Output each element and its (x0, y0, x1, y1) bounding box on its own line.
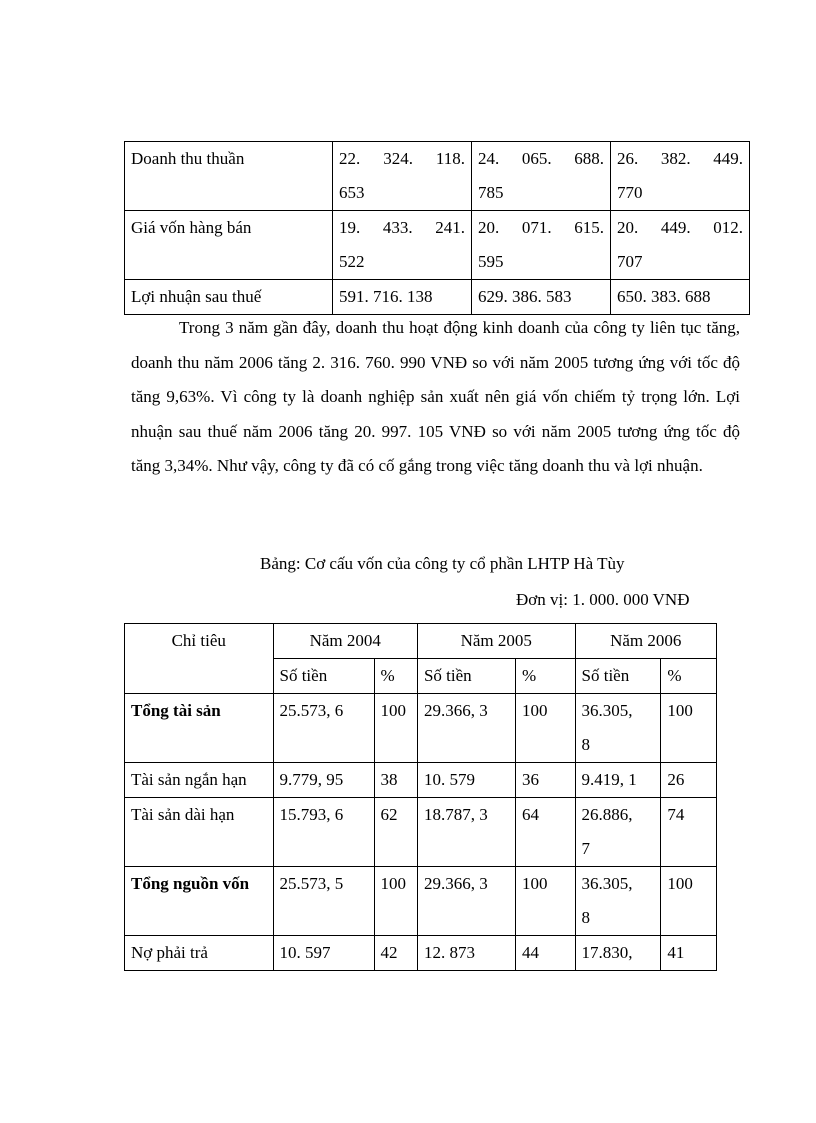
amount-2005: 29.366, 3 (417, 694, 515, 763)
pct-2004: 100 (374, 694, 417, 763)
pct-2005: 100 (515, 694, 575, 763)
pct-2006: 74 (661, 798, 717, 867)
table-row (125, 936, 717, 971)
table-row (125, 280, 750, 315)
value-2005-line1: 24. 065. 688. (478, 149, 604, 168)
pct-2004: 100 (374, 867, 417, 936)
header-year-2006: Năm 2006 (575, 624, 716, 659)
business-results-table (124, 141, 750, 315)
pct-2005: 100 (515, 867, 575, 936)
header-pct: % (374, 659, 417, 694)
paragraph-text: Trong 3 năm gần đây, doanh thu hoạt động kinh doanh của công ty liên tục tăng, doanh thu năm 2006 tăng 2. 316. 760. 990 VNĐ so với năm 2005 tương ứng với tốc độ tăng 9,63%. Vì công ty là doanh nghiệp sản xuất nên giá vốn chiếm tỷ trọng lớn. Lợi nhuận sau thuế năm 2006 tăng 20. 997. 105 VNĐ so với năm 2005 tương ứng tốc độ tăng 3,34%. Như vậy, công ty đã có cố gắng trong việc tăng doanh thu và lợi nhuận. (131, 318, 740, 475)
pct-2006: 26 (661, 763, 717, 798)
table-row (125, 142, 750, 211)
amount-2005: 29.366, 3 (417, 867, 515, 936)
table-header-row (125, 624, 717, 659)
value-2006-line2: 707 (617, 252, 643, 271)
row-label: Giá vốn hàng bán (125, 211, 333, 280)
value-2005-line2: 785 (478, 183, 504, 202)
amount-2004: 9.779, 95 (273, 763, 374, 798)
amount-2005: 12. 873 (417, 936, 515, 971)
amount-2006-cont: 8 (581, 735, 591, 754)
amount-2006: 26.886, (581, 805, 633, 824)
table-row (125, 694, 717, 763)
value-2004-line1: 22. 324. 118. (339, 149, 465, 168)
pct-2004: 38 (374, 763, 417, 798)
amount-2006-cont: 8 (581, 908, 591, 927)
value-2005: 629. 386. 583 (472, 280, 611, 315)
value-2004-line2: 522 (339, 252, 365, 271)
pct-2006: 100 (661, 867, 717, 936)
capital-structure-table (124, 623, 717, 971)
value-2004-line1: 19. 433. 241. (339, 218, 465, 237)
pct-2005: 36 (515, 763, 575, 798)
amount-2005: 10. 579 (417, 763, 515, 798)
table-row (125, 211, 750, 280)
amount-2005: 18.787, 3 (417, 798, 515, 867)
row-label: Nợ phải trả (125, 936, 274, 971)
row-label: Lợi nhuận sau thuế (125, 280, 333, 315)
header-year-2005: Năm 2005 (417, 624, 575, 659)
amount-2004: 25.573, 5 (273, 867, 374, 936)
header-amount: Số tiền (273, 659, 374, 694)
amount-2006: 36.305, (581, 874, 633, 893)
header-pct: % (661, 659, 717, 694)
header-amount: Số tiền (575, 659, 661, 694)
header-year-2004: Năm 2004 (273, 624, 417, 659)
table-row (125, 798, 717, 867)
amount-2006: 36.305, (581, 701, 633, 720)
value-2006-line2: 770 (617, 183, 643, 202)
table-row (125, 867, 717, 936)
pct-2005: 64 (515, 798, 575, 867)
amount-2004: 25.573, 6 (273, 694, 374, 763)
amount-2006-cont: 7 (581, 839, 591, 858)
header-pct: % (515, 659, 575, 694)
amount-2006: 9.419, 1 (575, 763, 661, 798)
value-2006: 650. 383. 688 (611, 280, 750, 315)
pct-2004: 42 (374, 936, 417, 971)
pct-2005: 44 (515, 936, 575, 971)
row-label: Tài sản ngắn hạn (125, 763, 274, 798)
pct-2006: 100 (661, 694, 717, 763)
row-label: Doanh thu thuần (125, 142, 333, 211)
unit-label: Đơn vị: 1. 000. 000 VNĐ (516, 590, 690, 609)
row-label: Tổng nguồn vốn (125, 867, 274, 936)
value-2006-line1: 20. 449. 012. (617, 218, 743, 237)
header-amount: Số tiền (417, 659, 515, 694)
value-2005-line2: 595 (478, 252, 504, 271)
value-2005-line1: 20. 071. 615. (478, 218, 604, 237)
amount-2004: 10. 597 (273, 936, 374, 971)
value-2004: 591. 716. 138 (333, 280, 472, 315)
header-chi-tieu: Chỉ tiêu (125, 624, 274, 694)
value-2004-line2: 653 (339, 183, 365, 202)
table-row (125, 763, 717, 798)
amount-2006: 17.830, (575, 936, 661, 971)
amount-2004: 15.793, 6 (273, 798, 374, 867)
pct-2004: 62 (374, 798, 417, 867)
analysis-paragraph (131, 311, 740, 484)
row-label: Tài sản dài hạn (125, 798, 274, 867)
row-label: Tổng tài sản (125, 694, 274, 763)
pct-2006: 41 (661, 936, 717, 971)
value-2006-line1: 26. 382. 449. (617, 149, 743, 168)
table-caption: Bảng: Cơ cấu vốn của công ty cổ phần LHTP Hà Tùy (260, 554, 625, 573)
